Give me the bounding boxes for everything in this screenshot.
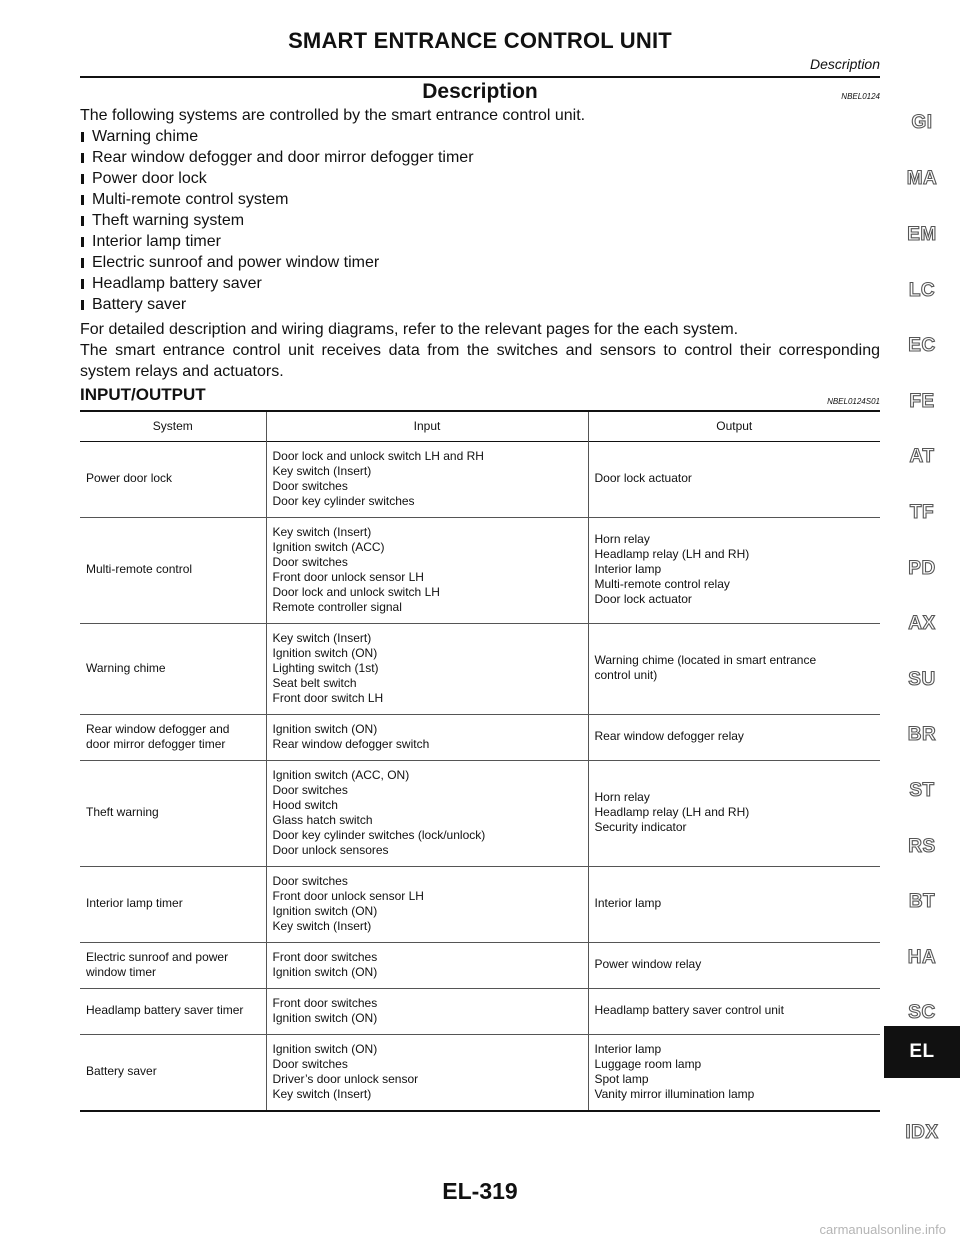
bullet-item: Electric sunroof and power window timer — [80, 252, 880, 273]
output-line: Horn relay — [594, 790, 650, 804]
input-line: Door switches — [272, 1056, 348, 1071]
page-number: EL-319 — [442, 1178, 518, 1204]
tab-tf[interactable]: TF — [909, 502, 935, 523]
system-line: Battery saver — [86, 1064, 157, 1078]
tab-rs[interactable]: RS — [908, 836, 936, 857]
header-rule — [80, 76, 880, 78]
table-header-row — [80, 411, 880, 441]
cell-system — [80, 988, 266, 1034]
cell-input — [266, 441, 588, 517]
intro-sentence: The following systems are controlled by the smart entrance control unit. — [80, 107, 586, 124]
tab-em[interactable]: EM — [907, 224, 937, 245]
table-row — [80, 623, 880, 714]
bullet-item: Battery saver — [80, 294, 880, 315]
io-code: NBEL0124S01 — [827, 397, 880, 406]
output-line: Interior lamp — [594, 562, 662, 576]
cell-system — [80, 866, 266, 942]
system-line: window timer — [86, 964, 157, 979]
running-header — [80, 28, 880, 72]
input-line: Door switches — [272, 478, 348, 493]
detail-paragraph: For detailed description and wiring diagrams, refer to the relevant pages for the each system. — [80, 321, 739, 338]
tab-idx[interactable]: IDX — [905, 1122, 939, 1143]
tab-ax[interactable]: AX — [908, 613, 936, 634]
tab-pd[interactable]: PD — [908, 558, 936, 579]
tab-st[interactable]: ST — [909, 780, 935, 801]
output-line: Rear window defogger relay — [594, 729, 744, 743]
column-header-system: System — [152, 418, 193, 433]
input-line: Lighting switch (1st) — [272, 660, 379, 675]
input-line: Hood switch — [272, 797, 338, 812]
system-line: Headlamp battery saver timer — [86, 1003, 244, 1017]
cell-output — [588, 517, 880, 623]
system-line: Multi-remote control — [86, 562, 193, 576]
output-line: Interior lamp — [594, 896, 662, 910]
bullet-item: Warning chime — [80, 126, 880, 147]
tab-su[interactable]: SU — [908, 669, 936, 690]
cell-output — [588, 760, 880, 866]
system-line: door mirror defogger timer — [86, 736, 226, 751]
cell-system — [80, 760, 266, 866]
cell-output — [588, 714, 880, 760]
input-line: Front door unlock sensor LH — [272, 888, 424, 903]
table-row — [80, 988, 880, 1034]
output-line: Warning chime (located in smart entrance — [594, 653, 817, 667]
cell-input — [266, 760, 588, 866]
io-table — [80, 410, 880, 1112]
input-line: Front door switches — [272, 949, 378, 964]
system-line: Power door lock — [86, 471, 173, 485]
io-table-body — [80, 441, 880, 1111]
tab-br[interactable]: BR — [907, 724, 937, 745]
table-row — [80, 517, 880, 623]
table-row — [80, 866, 880, 942]
tab-ec[interactable]: EC — [908, 335, 936, 356]
output-line: Security indicator — [594, 820, 687, 834]
bullet-item: Interior lamp timer — [80, 231, 880, 252]
cell-input — [266, 517, 588, 623]
section-title: Description — [422, 80, 538, 103]
system-line: Interior lamp timer — [86, 896, 183, 910]
bullet-item: Multi-remote control system — [80, 189, 880, 210]
output-line: Spot lamp — [594, 1071, 649, 1086]
input-line: Rear window defogger switch — [272, 736, 430, 751]
output-line: Vanity mirror illumination lamp — [594, 1086, 755, 1101]
table-row — [80, 942, 880, 988]
input-line: Ignition switch (ON) — [272, 964, 378, 979]
table-row — [80, 441, 880, 517]
system-bullet-list — [80, 126, 880, 315]
cell-system — [80, 441, 266, 517]
cell-system — [80, 1034, 266, 1111]
output-line: Multi-remote control relay — [594, 577, 730, 591]
output-line: Door lock actuator — [594, 471, 692, 485]
system-line: Warning chime — [86, 660, 166, 675]
input-line: Door switches — [272, 554, 348, 569]
cell-output — [588, 1034, 880, 1111]
cell-input — [266, 1034, 588, 1111]
input-line: Ignition switch (ACC) — [272, 539, 385, 554]
cell-output — [588, 866, 880, 942]
input-line: Remote controller signal — [272, 599, 402, 614]
watermark: carmanualsonline.info — [819, 1222, 946, 1237]
input-line: Key switch (Insert) — [272, 524, 372, 539]
input-line: Key switch (Insert) — [272, 630, 372, 645]
column-header-input: Input — [266, 411, 588, 441]
output-line: Headlamp relay (LH and RH) — [594, 805, 750, 819]
tab-gi[interactable]: GI — [911, 112, 933, 133]
cell-system — [80, 942, 266, 988]
input-line: Key switch (Insert) — [272, 918, 372, 933]
input-line: Key switch (Insert) — [272, 1086, 372, 1101]
io-title: INPUT/OUTPUT — [80, 385, 206, 404]
tab-bt[interactable]: BT — [908, 891, 936, 912]
cell-system — [80, 623, 266, 714]
table-row — [80, 714, 880, 760]
bullet-item: Rear window defogger and door mirror defogger timer — [80, 147, 880, 168]
input-line: Ignition switch (ACC, ON) — [272, 767, 410, 782]
cell-output — [588, 942, 880, 988]
input-line: Door unlock sensores — [272, 842, 389, 857]
tab-sc[interactable]: SC — [908, 1002, 936, 1023]
cell-input — [266, 942, 588, 988]
cell-input — [266, 988, 588, 1034]
input-line: Ignition switch (ON) — [272, 1041, 378, 1056]
input-line: Front door switch LH — [272, 690, 384, 705]
system-line: Electric sunroof and power — [86, 949, 229, 964]
tab-ma[interactable]: MA — [906, 168, 938, 189]
input-line: Door switches — [272, 782, 348, 797]
input-line: Door lock and unlock switch LH — [272, 584, 440, 599]
section-heading — [80, 80, 880, 106]
header-title: SMART ENTRANCE CONTROL UNIT — [288, 28, 672, 53]
tab-el[interactable]: EL — [884, 1026, 960, 1078]
bullet-item: Theft warning system — [80, 210, 880, 231]
table-row — [80, 760, 880, 866]
output-line: Horn relay — [594, 532, 650, 546]
input-line: Door lock and unlock switch LH and RH — [272, 448, 484, 463]
bullet-item: Headlamp battery saver — [80, 273, 880, 294]
cell-input — [266, 866, 588, 942]
cell-output — [588, 623, 880, 714]
cell-output — [588, 988, 880, 1034]
input-line: Ignition switch (ON) — [272, 1010, 378, 1025]
input-line: Seat belt switch — [272, 675, 357, 690]
output-line: Power window relay — [594, 957, 702, 971]
tab-at[interactable]: AT — [909, 446, 935, 467]
input-line: Front door unlock sensor LH — [272, 569, 424, 584]
system-line: Theft warning — [86, 805, 159, 819]
input-line: Driver’s door unlock sensor — [272, 1071, 419, 1086]
io-heading — [80, 385, 880, 407]
io-table-wrapper — [80, 410, 880, 1112]
cell-input — [266, 623, 588, 714]
data-paragraph: The smart entrance control unit receives data from the switches and sensors to control their corresponding system relays and actuators. — [80, 342, 880, 380]
table-row — [80, 1034, 880, 1111]
input-line: Front door switches — [272, 995, 378, 1010]
input-line: Ignition switch (ON) — [272, 721, 378, 736]
output-line: Luggage room lamp — [594, 1056, 702, 1071]
intro-text — [80, 105, 880, 382]
tab-lc[interactable]: LC — [908, 280, 936, 301]
input-line: Door key cylinder switches (lock/unlock) — [272, 827, 486, 842]
input-line: Ignition switch (ON) — [272, 903, 378, 918]
system-line: Rear window defogger and — [86, 721, 230, 736]
input-line: Door switches — [272, 873, 348, 888]
input-line: Ignition switch (ON) — [272, 645, 378, 660]
input-line: Glass hatch switch — [272, 812, 373, 827]
cell-system — [80, 517, 266, 623]
output-line: control unit) — [594, 668, 658, 682]
tab-ha[interactable]: HA — [907, 947, 937, 968]
input-line: Door key cylinder switches — [272, 493, 415, 508]
tab-fe[interactable]: FE — [909, 391, 935, 412]
output-line: Headlamp relay (LH and RH) — [594, 547, 750, 561]
output-line: Door lock actuator — [594, 592, 692, 606]
bullet-item: Power door lock — [80, 168, 880, 189]
header-subtitle: Description — [809, 56, 880, 72]
column-header-output: Output — [588, 411, 880, 441]
cell-system — [80, 714, 266, 760]
output-line: Interior lamp — [594, 1041, 662, 1056]
input-line: Key switch (Insert) — [272, 463, 372, 478]
cell-output — [588, 441, 880, 517]
output-line: Headlamp battery saver control unit — [594, 1003, 784, 1017]
cell-input — [266, 714, 588, 760]
section-code: NBEL0124 — [841, 92, 880, 101]
